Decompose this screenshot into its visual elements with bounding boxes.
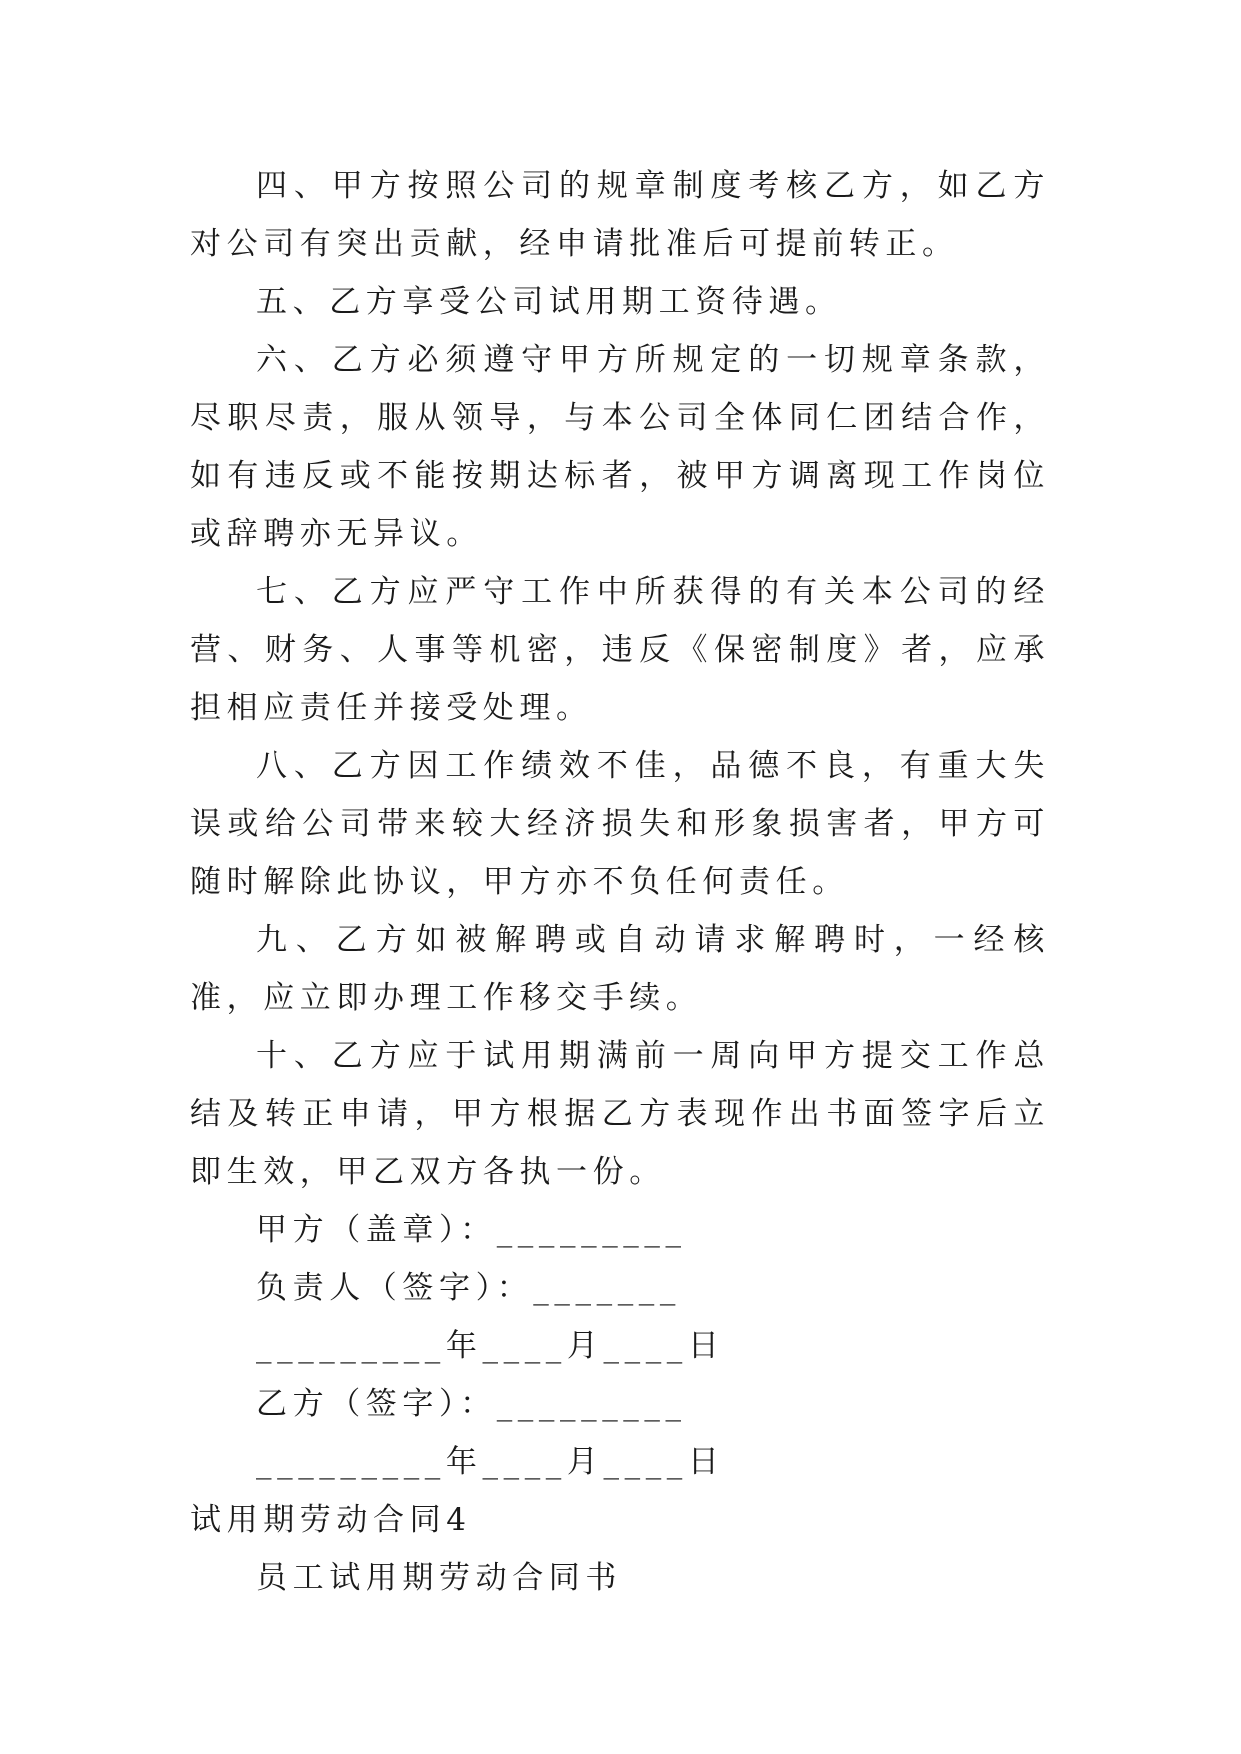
- clause-6: 六、乙方必须遵守甲方所规定的一切规章条款，尽职尽责，服从领导，与本公司全体同仁团结合作，如有违反或不能按期达标者，被甲方调离现工作岗位或辞聘亦无异议。: [190, 342, 1050, 552]
- section-subtitle: 员工试用期劳动合同书: [256, 1560, 622, 1596]
- document-page: [190, 157, 1050, 1607]
- date-line-b: _________年____月____日: [256, 1444, 725, 1480]
- clause-5: 五、乙方享受公司试用期工资待遇。: [256, 284, 842, 320]
- section-title: 试用期劳动合同4: [190, 1502, 472, 1538]
- clause-9: 九、乙方如被解聘或自动请求解聘时，一经核准，应立即办理工作移交手续。: [190, 922, 1050, 1016]
- date-line-a: _________年____月____日: [256, 1328, 725, 1364]
- person-in-charge-line: 负责人（签字）：_______: [256, 1270, 681, 1306]
- clause-10: 十、乙方应于试用期满前一周向甲方提交工作总结及转正申请，甲方根据乙方表现作出书面签字后立即生效，甲乙双方各执一份。: [190, 1038, 1050, 1190]
- party-b-sign-line: 乙方（签字）：_________: [256, 1386, 687, 1422]
- clause-8: 八、乙方因工作绩效不佳，品德不良，有重大失误或给公司带来较大经济损失和形象损害者，甲方可随时解除此协议，甲方亦不负任何责任。: [190, 748, 1050, 900]
- clause-4: 四、甲方按照公司的规章制度考核乙方，如乙方对公司有突出贡献，经申请批准后可提前转正。: [190, 168, 1050, 262]
- party-a-seal-line: 甲方（盖章）：_________: [256, 1212, 687, 1248]
- clause-7: 七、乙方应严守工作中所获得的有关本公司的经营、财务、人事等机密，违反《保密制度》者，应承担相应责任并接受处理。: [190, 574, 1050, 726]
